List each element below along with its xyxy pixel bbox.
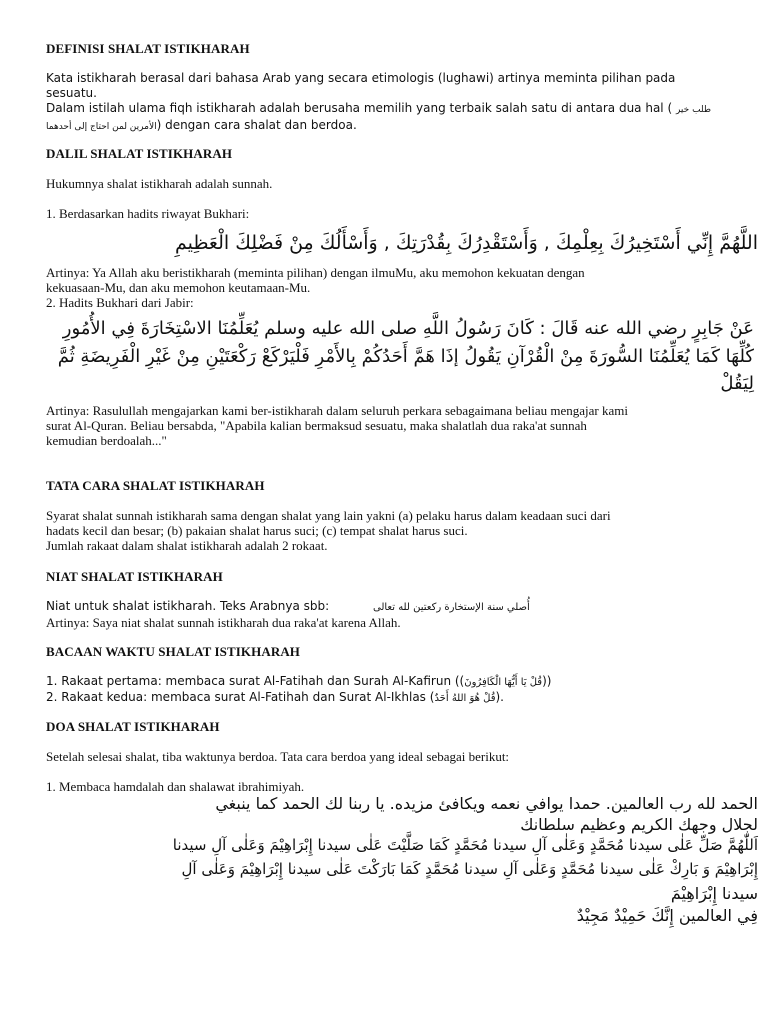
dalil-arabic-2-line-3: لِيَقُلْ — [720, 373, 754, 394]
dalil-arabic-2-line-1: عَنْ جَابِرٍ رضي الله عنه قَالَ : كَانَ رَسُولُ اللَّهِ صلى الله عليه وسلم يُعَلِّمُنَا الاسْتِخَارَةَ فِي الأُمُورِ — [62, 318, 754, 339]
heading-niat: NIAT SHALAT ISTIKHARAH — [46, 569, 223, 584]
dalil-artinya-2: Artinya: Rasulullah mengajarkan kami ber-istikharah dalam seluruh perkara sebagaimana beliau mengajar kami surat Al-Quran. Beliau bersabda, "Apabila kalian bermaksud sesuatu, maka shalatlah dua raka'at sunnah kemudian berdoalah..." — [46, 403, 628, 448]
definisi-line-2: sesuatu. — [46, 86, 97, 100]
niat-line-1: Niat untuk shalat istikharah. Teks Arabnya sbb: أُصلي سنة الإستخارة ركعتين لله تعالى — [46, 599, 530, 613]
heading-bacaan: BACAAN WAKTU SHALAT ISTIKHARAH — [46, 644, 301, 659]
doa-arabic-line-1: الحمد لله رب العالمين. حمدا يوافي نعمه ويكافئ مزيده. يا ربنا لك الحمد كما ينبغي — [215, 794, 758, 813]
definisi-arabic-2: الأمرين لمن احتاج إلى أحدهما — [46, 122, 157, 132]
niat-line-2: Artinya: Saya niat shalat sunnah istikharah dua raka'at karena Allah. — [46, 615, 401, 630]
definisi-arabic-1: طلب خير — [675, 105, 712, 115]
bacaan-line-2: 2. Rakaat kedua: membaca surat Al-Fatihah dan Surat Al-Ikhlas (قُلْ هُوَ اللهُ أَحَدٌ). — [46, 690, 504, 704]
doa-arabic-line-3: اَللّٰهُمَّ صَلِّ عَلٰى سيدنا مُحَمَّدٍ وَعَلٰى آلِ سيدنا مُحَمَّدٍ كَمَا صَلَّيْتَ عَلٰى سيدنا إِبْرَاهِيْمَ وَعَلٰى آلِ سيدنا — [172, 836, 758, 854]
definisi-paragraph — [46, 71, 736, 135]
tata-cara-paragraph: Syarat shalat sunnah istikharah sama dengan shalat yang lain yakni (a) pelaku harus dalam keadaan suci dari hadats kecil dan besar; (b) pakaian shalat harus suci; (c) tempat shalat harus suci. Jumlah rakaat dalam shalat istikharah adalah 2 rokaat. — [46, 508, 611, 553]
dalil-artinya-1: Artinya: Ya Allah aku beristikharah (meminta pilihan) dengan ilmuMu, aku memohon kekuatan dengan kekuasaan-Mu, dan aku memohon keutamaan-Mu. — [46, 265, 585, 295]
doa-intro: Setelah selesai shalat, tiba waktunya berdoa. Tata cara berdoa yang ideal sebagai berikut: — [46, 749, 510, 764]
niat-arabic: أُصلي سنة الإستخارة ركعتين لله تعالى — [372, 602, 530, 613]
doa-arabic-line-5: سيدنا إِبْرَاهِيْمَ — [670, 884, 758, 903]
doa-item-1: 1. Membaca hamdalah dan shalawat ibrahimiyah. — [46, 779, 305, 794]
bacaan-paragraph — [46, 674, 736, 706]
heading-dalil: DALIL SHALAT ISTIKHARAH — [46, 146, 233, 161]
dalil-item-2: 2. Hadits Bukhari dari Jabir: — [46, 295, 194, 310]
bacaan-line-1: 1. Rakaat pertama: membaca surat Al-Fatihah dan Surah Al-Kafirun ((قُلْ يَا أَيُّهَا الْكَافِرُونَ)) — [46, 674, 552, 688]
dalil-arabic-2-line-2: كُلِّهَا كَمَا يُعَلِّمُنَا السُّورَةَ مِنْ الْقُرْآنِ يَقُولُ إذَا هَمَّ أَحَدُكُمْ بِالأَمْرِ فَلْيَرْكَعْ رَكْعَتَيْنِ مِنْ غَيْرِ الْفَرِيضَةِ ثُمَّ — [57, 346, 754, 367]
dalil-arabic-1: اللَّهُمَّ إِنِّي أَسْتَخِيرُكَ بِعِلْمِكَ , وَأَسْتَقْدِرُكَ بِقُدْرَتِكَ , وَأَسْأَلُكَ مِنْ فَضْلِكَ الْعَظِيمِ — [174, 232, 758, 254]
heading-doa: DOA SHALAT ISTIKHARAH — [46, 719, 220, 734]
doa-arabic-line-4: إِبْرَاهِيْمَ وَ بَارِكْ عَلٰى سيدنا مُحَمَّدٍ وَعَلٰى آلِ سيدنا مُحَمَّدٍ كَمَا بَارَكْتَ عَلٰى سيدنا إِبْرَاهِيْمَ وَعَلٰى آلِ — [181, 860, 758, 878]
bacaan-arabic-1: قُلْ يَا أَيُّهَا الْكَافِرُونَ — [464, 677, 543, 688]
definisi-line-1: Kata istikharah berasal dari bahasa Arab yang secara etimologis (lughawi) artinya meminta pilihan pada — [46, 71, 676, 85]
doa-arabic-line-6: فِي العالمين إِنَّكَ حَمِيْدٌ مَجِيْدٌ — [576, 906, 758, 925]
dalil-hukum: Hukumnya shalat istikharah adalah sunnah. — [46, 176, 273, 191]
definisi-line-3: Dalam istilah ulama fiqh istikharah adalah berusaha memilih yang terbaik salah satu di antara dua hal ( طلب خير — [46, 101, 712, 115]
heading-definisi: DEFINISI SHALAT ISTIKHARAH — [46, 41, 250, 56]
niat-paragraph — [46, 599, 736, 630]
definisi-line-4: الأمرين لمن احتاج إلى أحدهما) dengan cara shalat dan berdoa. — [46, 118, 357, 132]
doa-arabic-line-2: لجلال وجهك الكريم وعظيم سلطانك — [520, 815, 758, 834]
dalil-item-1: 1. Berdasarkan hadits riwayat Bukhari: — [46, 206, 250, 221]
heading-tata-cara: TATA CARA SHALAT ISTIKHARAH — [46, 478, 265, 493]
bacaan-arabic-2: قُلْ هُوَ اللهُ أَحَدٌ — [434, 693, 496, 704]
